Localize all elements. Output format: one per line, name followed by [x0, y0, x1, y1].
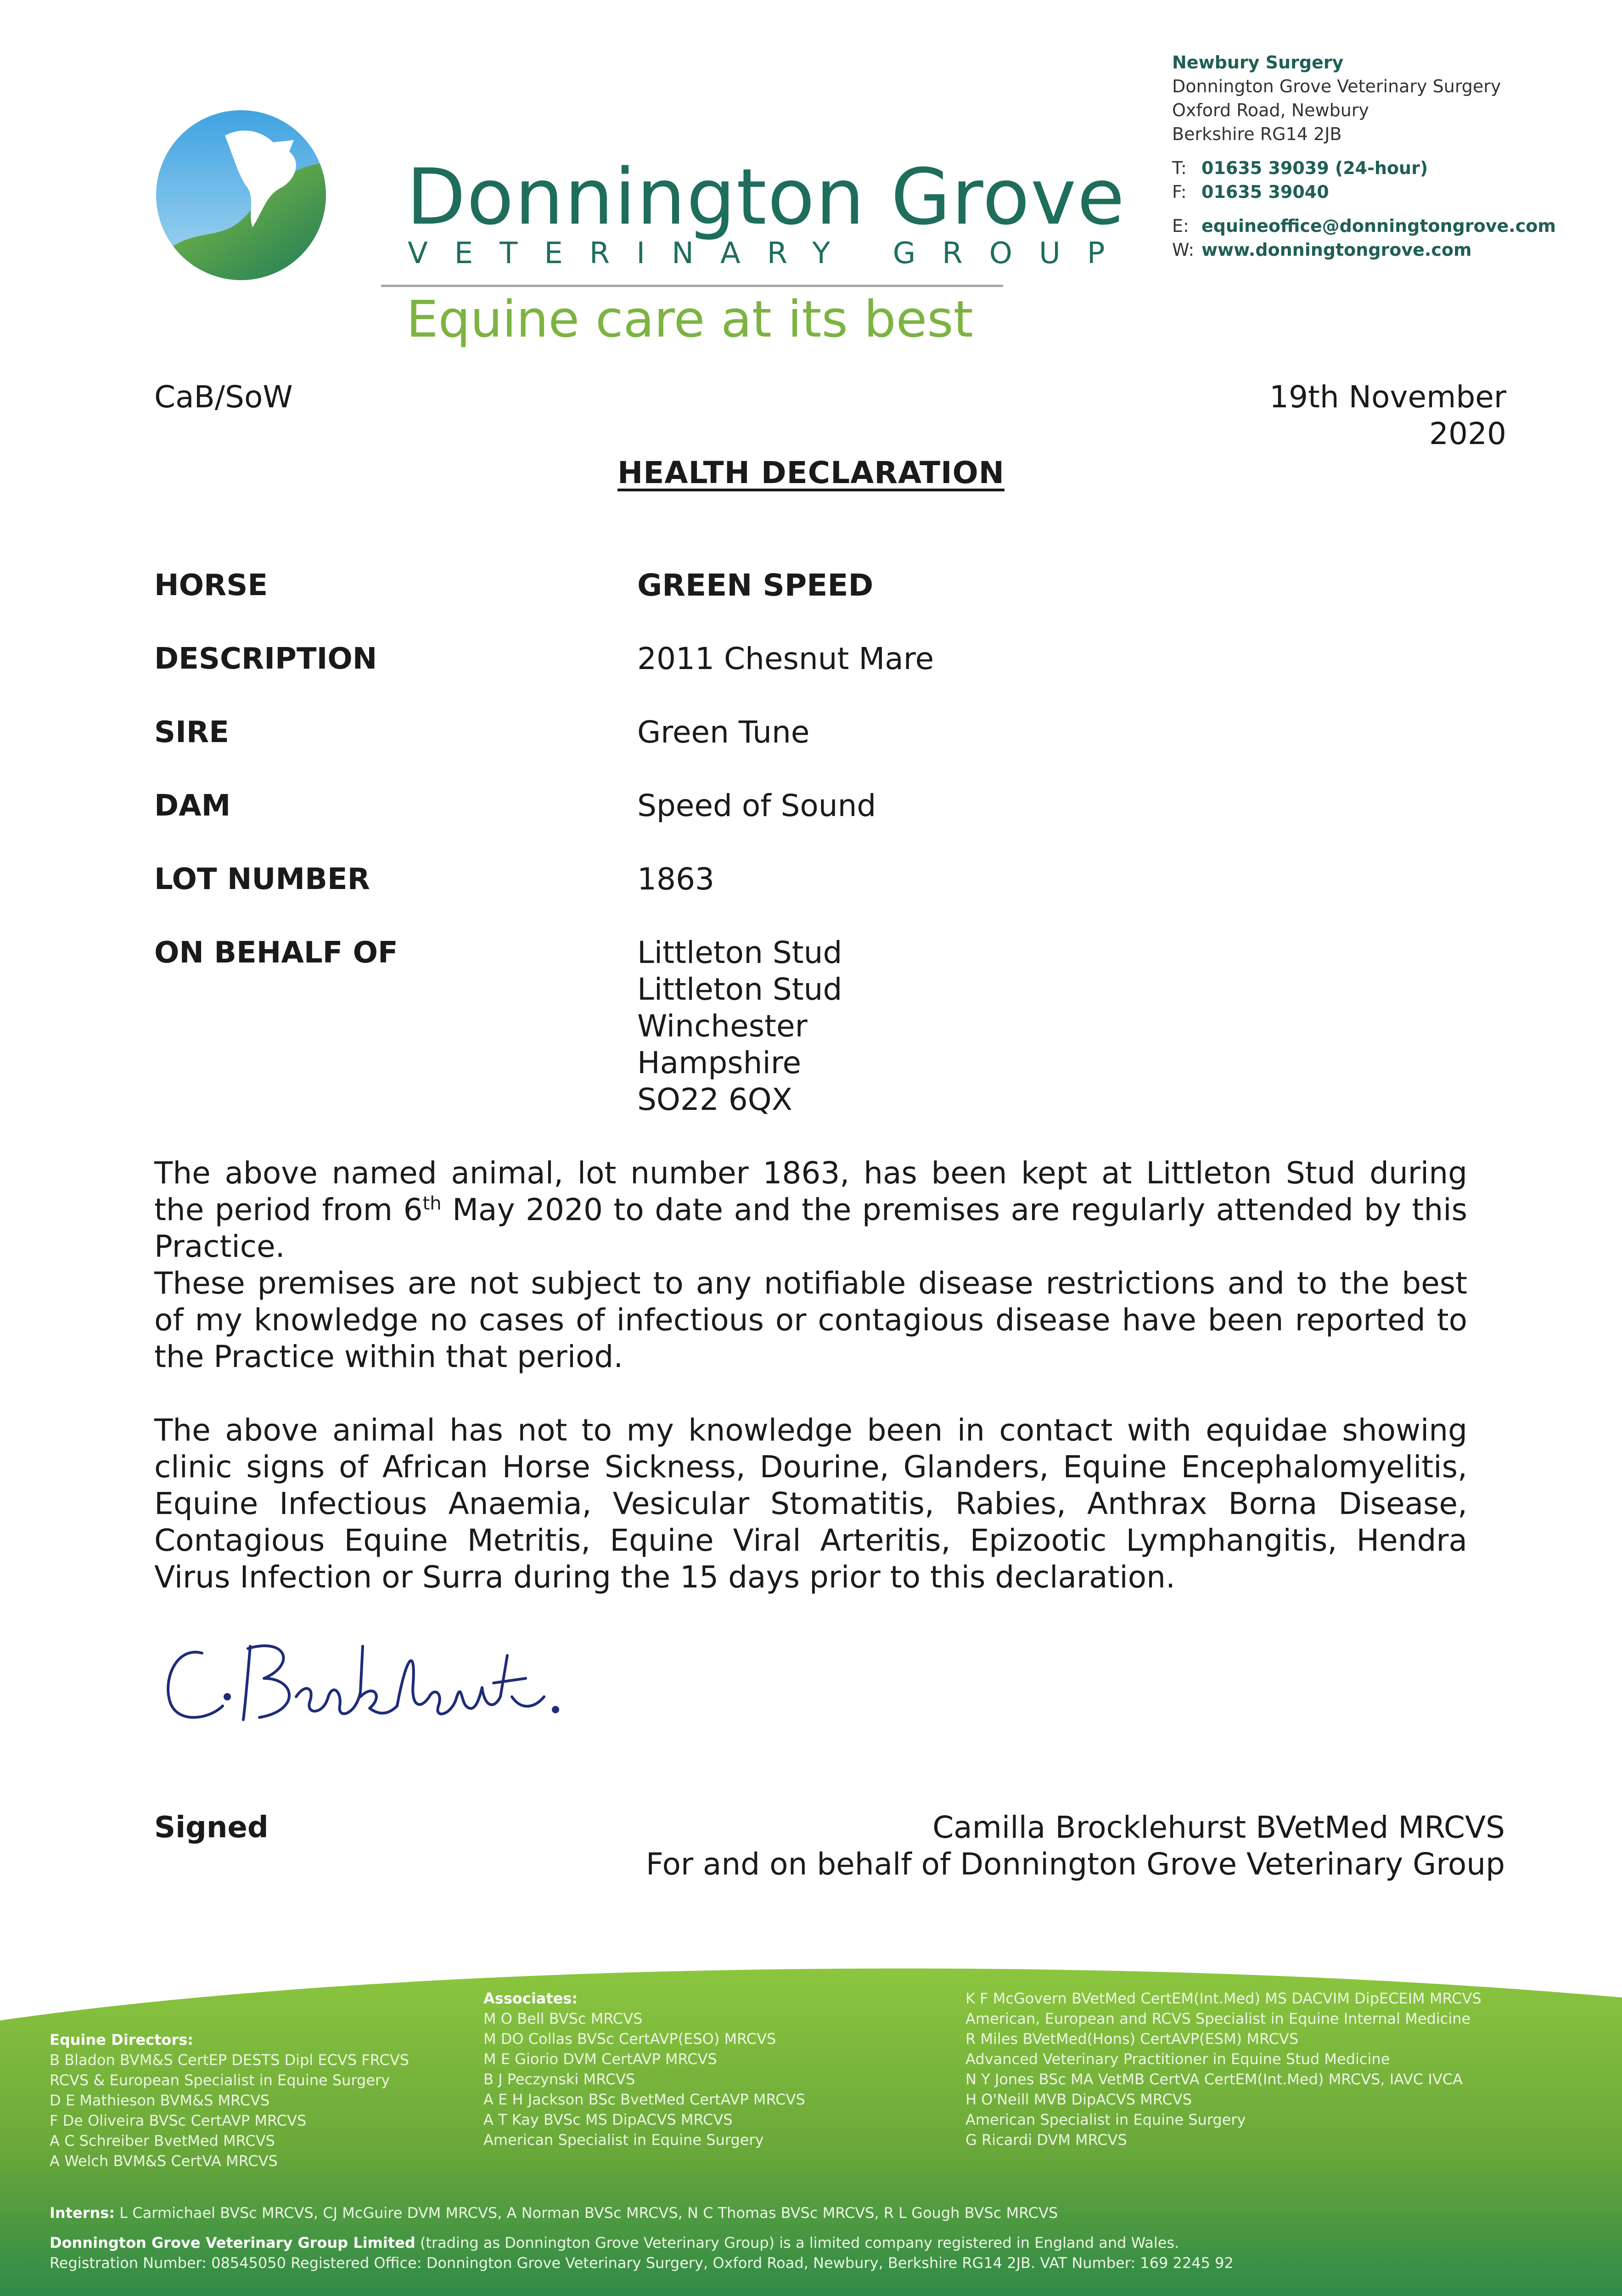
website-link[interactable]: www.donningtongrove.com — [1201, 240, 1472, 260]
registration-details: Registration Number: 08545050 Registered Office: Donnington Grove Veterinary Surgery, Oxford Road, Newbury, Berkshire RG14 2JB. VAT Number: 169 2245 92 — [50, 2254, 1234, 2272]
reference: CaB/SoW — [154, 379, 293, 415]
paragraph-text: The above named animal, lot number 1863, has been kept at Littleton Stud during the period from 6 — [154, 1155, 1467, 1227]
address-line: SO22 6QX — [637, 1082, 792, 1117]
address-line: Oxford Road, Newbury — [1172, 100, 1369, 120]
interns-heading: Interns: — [50, 2204, 115, 2222]
list-item: M DO Collas BVSc CertAVP(ESO) MRCVS — [483, 2030, 776, 2048]
list-item: A T Kay BVSc MS DipACVS MRCVS — [483, 2111, 733, 2128]
list-item: RCVS & European Specialist in Equine Surgery — [50, 2071, 390, 2089]
signature-image — [158, 1628, 567, 1733]
sire-value: Green Tune — [637, 715, 810, 750]
horse-label: HORSE — [154, 568, 268, 602]
brand-subtitle: VETERINARY GROUP — [408, 236, 1132, 270]
ordinal-suffix: th — [422, 1193, 442, 1214]
list-item: D E Mathieson BVM&S MRCVS — [50, 2092, 270, 2109]
web-label: W: — [1172, 240, 1195, 260]
tagline: Equine care at its best — [406, 290, 973, 349]
surgery-name: Newbury Surgery — [1172, 52, 1344, 73]
phone-number[interactable]: 01635 39039 (24-hour) — [1201, 158, 1428, 178]
lot-number-value: 1863 — [637, 861, 714, 897]
list-item: American Specialist in Equine Surgery — [483, 2131, 764, 2149]
address-line: Winchester — [637, 1008, 808, 1044]
fax-label: F: — [1172, 182, 1187, 202]
signed-label: Signed — [154, 1811, 269, 1845]
description-value: 2011 Chesnut Mare — [637, 641, 934, 676]
document-title: HEALTH DECLARATION — [617, 455, 1005, 490]
fax-number: 01635 39040 — [1201, 182, 1329, 202]
address-line: Littleton Stud — [637, 972, 842, 1007]
signer-block — [646, 1809, 1505, 1883]
paragraph-diseases: The above animal has not to my knowledge been in contact with equidae showing clinic signs of African Horse Sickness, Dourine, Glanders, Equine Encephalomyelitis, Equine Infectious Anaemia, Vesicular Stomatitis, Rabies, Anthrax Borna Disease, Contagious Equine Metritis, Equine Viral Arteritis, Epizootic Lymphangitis, Hendra Virus Infection or Surra during the 15 days prior to this declaration. — [154, 1412, 1467, 1595]
address-line: Littleton Stud — [637, 935, 842, 970]
list-item: A C Schreiber BvetMed MRCVS — [50, 2132, 275, 2150]
interns-list: L Carmichael BVSc MRCVS, CJ McGuire DVM MRCVS, A Norman BVSc MRCVS, N C Thomas BVSc MRCVS, R L Gough BVSc MRCVS — [119, 2204, 1058, 2222]
list-item: B Bladon BVM&S CertEP DESTS Dipl ECVS FRCVS — [50, 2051, 409, 2069]
brand-name: Donnington Grove — [406, 152, 1126, 242]
dam-value: Speed of Sound — [637, 788, 876, 823]
list-item: B J Peczynski MRCVS — [483, 2071, 635, 2088]
footer-background — [0, 1956, 1622, 2296]
list-item: K F McGovern BVetMed CertEM(Int.Med) MS DACVIM DipECEIM MRCVS — [965, 1990, 1482, 2007]
associates-heading: Associates: — [483, 1990, 578, 2007]
list-item: F De Oliveira BVSc CertAVP MRCVS — [50, 2112, 307, 2129]
list-item: M E Giorio DVM CertAVP MRCVS — [483, 2050, 717, 2068]
directors-heading: Equine Directors: — [50, 2031, 194, 2048]
email-label: E: — [1172, 216, 1189, 236]
list-item: Advanced Veterinary Practitioner in Equine Stud Medicine — [965, 2050, 1390, 2068]
company-name: Donnington Grove Veterinary Group Limited — [50, 2234, 415, 2251]
signer-name: Camilla Brocklehurst BVetMed MRCVS — [932, 1810, 1505, 1845]
contact-block — [1172, 51, 1556, 262]
paragraph-premises — [154, 1155, 1467, 1265]
paragraph-restrictions: These premises are not subject to any notifiable disease restrictions and to the best of my knowledge no cases of infectious or contagious disease have been reported to the Practice within that period. — [154, 1266, 1467, 1374]
email-link[interactable]: equineoffice@donningtongrove.com — [1201, 216, 1556, 236]
description-label: DESCRIPTION — [154, 642, 377, 676]
list-item: American Specialist in Equine Surgery — [965, 2111, 1246, 2128]
dam-label: DAM — [154, 789, 231, 823]
on-behalf-of-label: ON BEHALF OF — [154, 936, 398, 970]
list-item: A E H Jackson BSc BvetMed CertAVP MRCVS — [483, 2091, 805, 2108]
list-item: N Y Jones BSc MA VetMB CertVA CertEM(Int.Med) MRCVS, IAVC IVCA — [965, 2071, 1463, 2088]
paragraph-text: May 2020 to date and the premises are regularly attended by this Practice. — [154, 1192, 1467, 1264]
signer-organisation: For and on behalf of Donnington Grove Veterinary Group — [645, 1846, 1505, 1882]
list-item: G Ricardi DVM MRCVS — [965, 2131, 1127, 2149]
sire-label: SIRE — [154, 715, 229, 749]
phone-label: T: — [1172, 158, 1187, 178]
list-item: H O'Neill MVB DipACVS MRCVS — [965, 2091, 1192, 2108]
list-item: M O Bell BVSc MRCVS — [483, 2010, 643, 2027]
company-description: (trading as Donnington Grove Veterinary Group) is a limited company registered in England and Wales. — [420, 2234, 1179, 2251]
logo-icon — [156, 108, 331, 282]
letter-date: 19th November 2020 — [1269, 379, 1506, 451]
address-line: Berkshire RG14 2JB — [1172, 124, 1342, 144]
brand-divider — [381, 285, 1003, 287]
address-line: Hampshire — [637, 1045, 802, 1080]
list-item: R Miles BVetMed(Hons) CertAVP(ESM) MRCVS — [965, 2030, 1299, 2048]
on-behalf-of-address — [637, 934, 842, 1118]
horse-value: GREEN SPEED — [637, 568, 874, 603]
address-line: Donnington Grove Veterinary Surgery — [1172, 76, 1501, 96]
lot-number-label: LOT NUMBER — [154, 862, 370, 896]
list-item: American, European and RCVS Specialist in Equine Internal Medicine — [965, 2010, 1471, 2027]
list-item: A Welch BVM&S CertVA MRCVS — [50, 2152, 278, 2170]
